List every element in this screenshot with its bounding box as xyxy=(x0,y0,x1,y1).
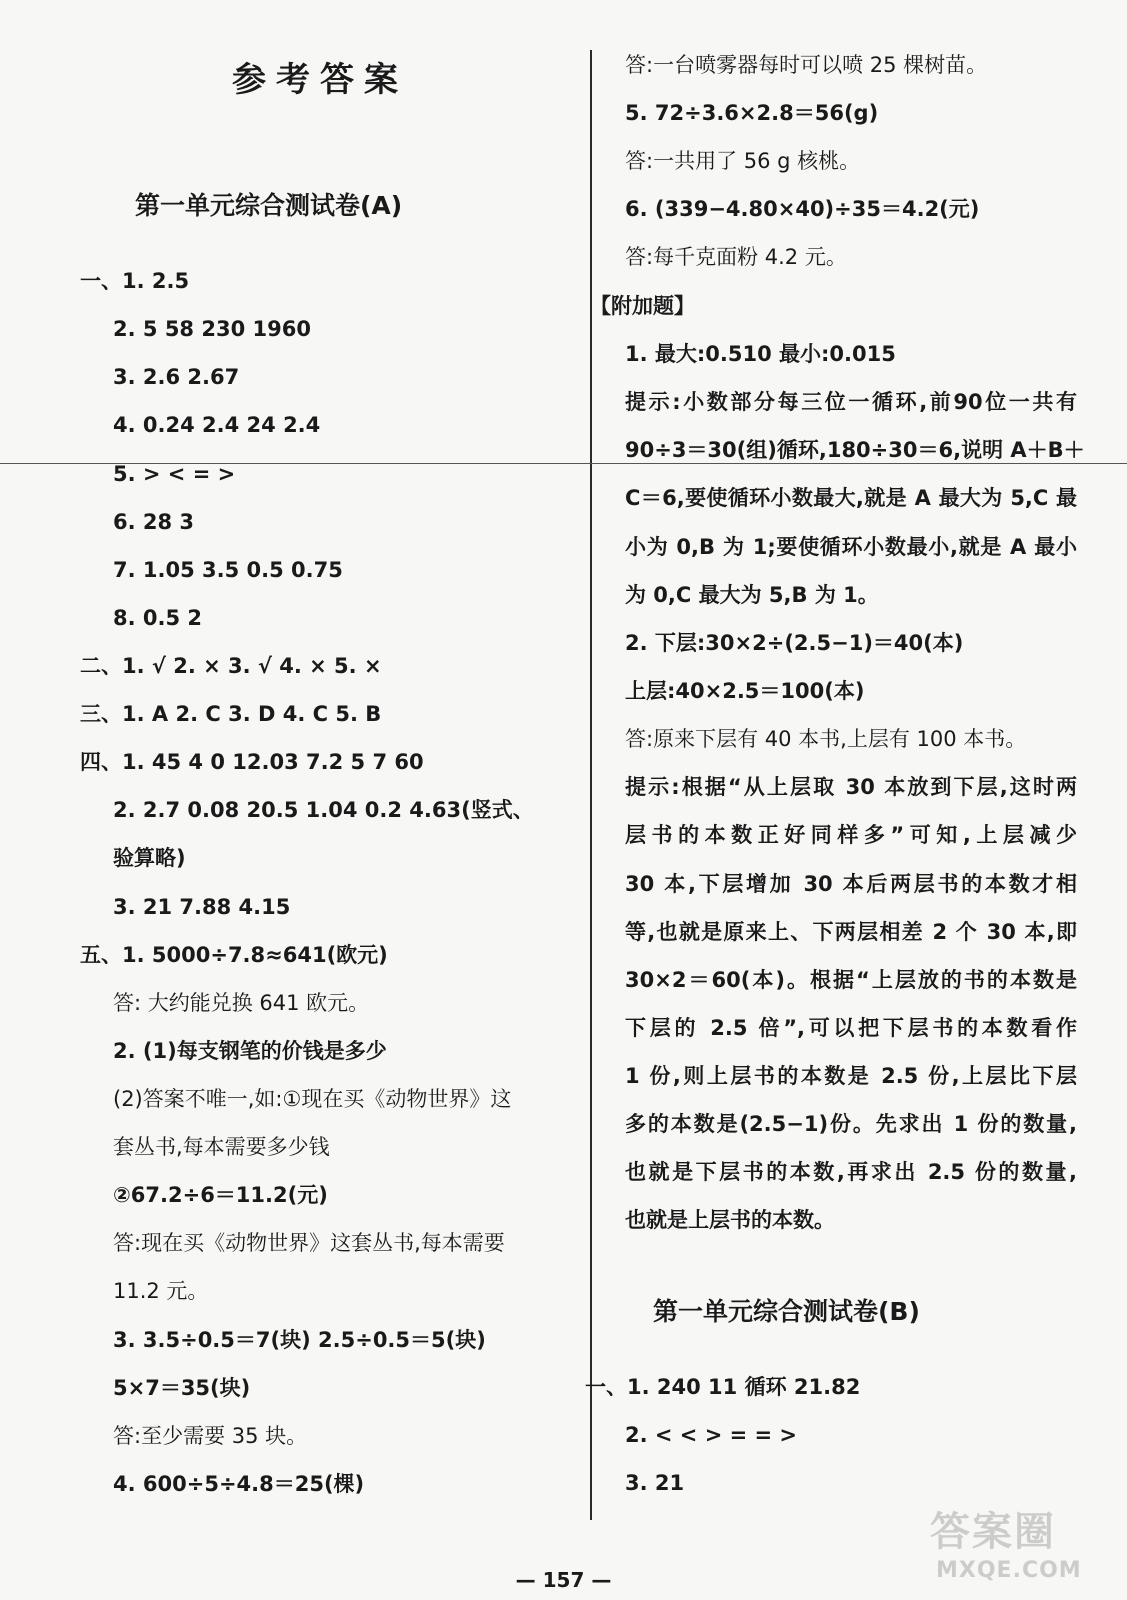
answer-line: 五、1. 5000÷7.8≈641(欧元) xyxy=(80,943,388,967)
answer-line: 上层:40×2.5＝100(本) xyxy=(625,679,865,703)
answer-line: 8. 0.5 2 xyxy=(113,606,203,630)
answer-line: 验算略) xyxy=(113,846,186,870)
section-b-title: 第一单元综合测试卷(B) xyxy=(653,1297,920,1326)
answer-line: 2. 5 58 230 1960 xyxy=(113,317,311,341)
hint-line: 30 本,下层增加 30 本后两层书的本数才相 xyxy=(625,872,1077,896)
hint-line: 提示:根据“从上层取 30 本放到下层,这时两 xyxy=(625,775,1077,799)
column-divider xyxy=(590,50,592,1520)
answer-line: 4. 0.24 2.4 24 2.4 xyxy=(113,413,321,437)
hint-line: 也就是上层书的本数。 xyxy=(625,1208,835,1232)
page-title: 参考答案 xyxy=(232,60,408,100)
watermark-text: 答案圈 xyxy=(930,1509,1056,1555)
answer-line: 答:至少需要 35 块。 xyxy=(113,1424,308,1448)
hint-line: 层书的本数正好同样多”可知,上层减少 xyxy=(625,823,1077,847)
answer-line: 7. 1.05 3.5 0.5 0.75 xyxy=(113,558,343,582)
page-number: — 157 — xyxy=(515,1568,612,1592)
answer-line: 1. 最大:0.510 最小:0.015 xyxy=(625,342,896,366)
hint-line: 提示:小数部分每三位一循环,前90位一共有 xyxy=(625,390,1077,414)
hint-line: 90÷3＝30(组)循环,180÷30＝6,说明 A＋B＋ xyxy=(625,438,1085,462)
answer-line: 6. (339−4.80×40)÷35＝4.2(元) xyxy=(625,197,980,221)
answer-line: 三、1. A 2. C 3. D 4. C 5. B xyxy=(80,702,382,726)
answer-line: 答:原来下层有 40 本书,上层有 100 本书。 xyxy=(625,727,1027,751)
right-column xyxy=(585,0,1105,1600)
answer-line: 答:现在买《动物世界》这套丛书,每本需要 xyxy=(113,1231,505,1255)
answer-line: ②67.2÷6＝11.2(元) xyxy=(113,1183,328,1207)
hint-line: 1 份,则上层书的本数是 2.5 份,上层比下层 xyxy=(625,1064,1077,1088)
hint-line: 也就是下层书的本数,再求出 2.5 份的数量, xyxy=(625,1160,1077,1184)
answer-line: 5×7＝35(块) xyxy=(113,1376,251,1400)
watermark-logo xyxy=(930,1500,1100,1590)
hint-line: 小为 0,B 为 1;要使循环小数最小,就是 A 最小 xyxy=(625,535,1077,559)
watermark-url: MXQE.COM xyxy=(936,1558,1082,1583)
answer-line: 2. 2.7 0.08 20.5 1.04 0.2 4.63(竖式、 xyxy=(113,798,534,822)
answer-line: 四、1. 45 4 0 12.03 7.2 5 7 60 xyxy=(80,750,424,774)
left-column xyxy=(80,0,570,1600)
answer-line: 答:一共用了 56 g 核桃。 xyxy=(625,149,861,173)
answer-line: 5. 72÷3.6×2.8＝56(g) xyxy=(625,101,879,125)
answer-line: 6. 28 3 xyxy=(113,510,195,534)
answer-line: 5. > < = > xyxy=(113,462,236,486)
answer-line: 答:一台喷雾器每时可以喷 25 棵树苗。 xyxy=(625,53,988,77)
hint-line: 等,也就是原来上、下两层相差 2 个 30 本,即 xyxy=(625,920,1077,944)
answer-line: 2. (1)每支钢笔的价钱是多少 xyxy=(113,1039,387,1063)
answer-line: 套丛书,每本需要多少钱 xyxy=(113,1135,330,1159)
hint-line: 30×2＝60(本)。根据“上层放的书的本数是 xyxy=(625,968,1077,992)
answer-line: 4. 600÷5÷4.8＝25(棵) xyxy=(113,1472,365,1496)
answer-line: 答:每千克面粉 4.2 元。 xyxy=(625,245,847,269)
answer-line: 一、1. 240 11 循环 21.82 xyxy=(585,1375,861,1399)
answer-line: 11.2 元。 xyxy=(113,1279,209,1303)
hint-line: 多的本数是(2.5−1)份。先求出 1 份的数量, xyxy=(625,1112,1077,1136)
hint-line: 下层的 2.5 倍”,可以把下层书的本数看作 xyxy=(625,1016,1077,1040)
answer-line: 3. 2.6 2.67 xyxy=(113,365,240,389)
answer-line: 一、1. 2.5 xyxy=(80,269,190,293)
hint-line: 为 0,C 最大为 5,B 为 1。 xyxy=(625,583,879,607)
answer-line: 3. 3.5÷0.5＝7(块) 2.5÷0.5＝5(块) xyxy=(113,1328,486,1352)
answer-line: 答: 大约能兑换 641 欧元。 xyxy=(113,991,370,1015)
section-a-title: 第一单元综合测试卷(A) xyxy=(135,191,403,220)
answer-line: 3. 21 xyxy=(625,1471,685,1495)
extra-question-label: 【附加题】 xyxy=(590,294,695,318)
answer-line: 二、1. √ 2. × 3. √ 4. × 5. × xyxy=(80,654,382,678)
answer-line: (2)答案不唯一,如:①现在买《动物世界》这 xyxy=(113,1087,512,1111)
hint-line: C＝6,要使循环小数最大,就是 A 最大为 5,C 最 xyxy=(625,486,1077,510)
answer-line: 2. < < > = = > xyxy=(625,1423,798,1447)
answer-line: 2. 下层:30×2÷(2.5−1)＝40(本) xyxy=(625,631,964,655)
answer-line: 3. 21 7.88 4.15 xyxy=(113,895,291,919)
